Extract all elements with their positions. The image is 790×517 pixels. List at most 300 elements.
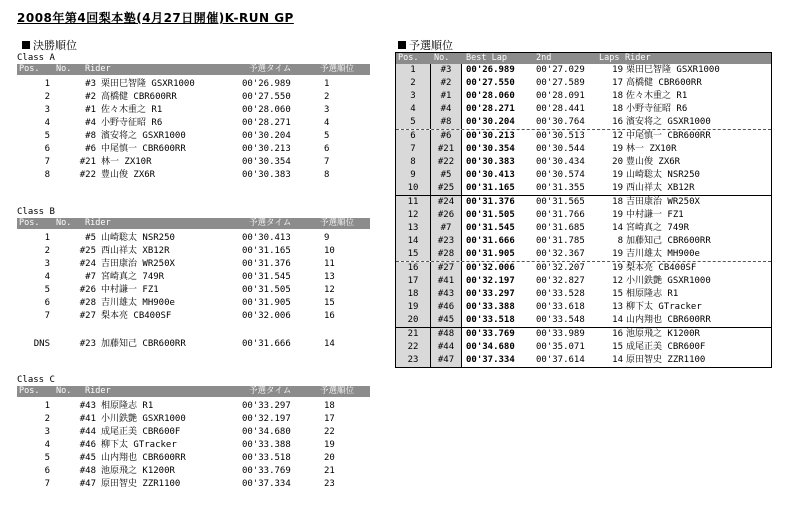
cell-no: #1: [85, 105, 96, 115]
square-bullet-icon: [22, 41, 30, 49]
cell-pos: 17: [396, 275, 431, 288]
cell-second: 00'30.544: [536, 144, 585, 154]
col-best-lap: Best Lap: [466, 53, 507, 63]
cell-rider: 中尾慎一 CBR600RR: [626, 131, 711, 141]
cell-qtime: 00'33.518: [242, 453, 291, 463]
cell-qrank: 6: [324, 144, 330, 154]
cell-pos: 1: [44, 401, 50, 411]
cell-second: 00'31.766: [536, 210, 585, 220]
cell-pos: 3: [44, 105, 50, 115]
cell-second: 00'28.091: [536, 91, 585, 101]
cell-laps: 19: [612, 144, 623, 154]
final-table-row: [17, 130, 370, 143]
col-qtime: 予選タイム: [249, 64, 292, 74]
cell-pos: 4: [44, 272, 50, 282]
cell-no: #41: [431, 275, 462, 288]
final-table-row: [17, 426, 370, 439]
cell-best: 00'30.354: [466, 144, 515, 154]
qualifying-table-row: [396, 103, 771, 116]
cell-second: 00'33.548: [536, 315, 585, 325]
cell-pos: 8: [44, 170, 50, 180]
cell-laps: 19: [612, 210, 623, 220]
cell-second: 00'33.528: [536, 289, 585, 299]
cell-best: 00'31.376: [466, 197, 515, 207]
cell-laps: 19: [612, 249, 623, 259]
col-no: No.: [56, 386, 72, 396]
cell-pos: 13: [396, 222, 431, 235]
cell-rider: 池原飛之 K1200R: [626, 329, 700, 339]
cell-qrank: 8: [324, 170, 330, 180]
col-rider: Rider: [85, 218, 111, 228]
qualifying-table-row: [396, 143, 771, 156]
cell-rider: 柳下太 GTracker: [101, 440, 177, 450]
col-no: No.: [56, 218, 72, 228]
cell-laps: 15: [612, 289, 623, 299]
cell-no: #1: [431, 90, 462, 103]
final-table-header: [17, 64, 370, 75]
final-results-heading: 決勝順位: [22, 37, 77, 53]
cell-rider: 吉田康治 WR250X: [101, 259, 175, 269]
cell-pos: 7: [44, 311, 50, 321]
cell-laps: 14: [612, 315, 623, 325]
cell-best: 00'32.006: [466, 263, 515, 273]
cell-no: #43: [431, 288, 462, 301]
cell-laps: 16: [612, 117, 623, 127]
cell-best: 00'28.271: [466, 104, 515, 114]
page-title: 2008年第4回梨本塾(4月27日開催)K-RUN GP: [17, 11, 294, 25]
cell-rider: 山内翔也 CBR600RR: [626, 315, 711, 325]
cell-pos: 8: [396, 156, 431, 169]
cell-qrank: 23: [324, 479, 335, 489]
cell-laps: 19: [612, 170, 623, 180]
final-table-row: [17, 91, 370, 104]
cell-rider: 池原飛之 K1200R: [101, 466, 175, 476]
cell-laps: 8: [617, 236, 623, 246]
qualifying-table-row: [396, 77, 771, 90]
qualifying-table-row: [396, 116, 771, 129]
cell-pos: 5: [396, 116, 431, 129]
cell-qrank: 20: [324, 453, 335, 463]
cell-laps: 18: [612, 197, 623, 207]
cell-second: 00'27.589: [536, 78, 585, 88]
cell-no: #46: [431, 301, 462, 314]
cell-qrank: 18: [324, 401, 335, 411]
cell-best: 00'31.545: [466, 223, 515, 233]
cell-qrank: 2: [324, 92, 330, 102]
cell-qtime: 00'31.905: [242, 298, 291, 308]
cell-rider: 小川鉄艶 GSXR1000: [101, 414, 186, 424]
cell-qrank: 17: [324, 414, 335, 424]
cell-laps: 14: [612, 223, 623, 233]
cell-rider: 高橋健 CBR600RR: [626, 78, 702, 88]
qualifying-table-row: [396, 129, 771, 143]
final-table-row: [17, 245, 370, 258]
cell-qrank: 21: [324, 466, 335, 476]
cell-pos: 16: [396, 262, 431, 275]
cell-pos: 1: [44, 79, 50, 89]
cell-qtime: 00'31.376: [242, 259, 291, 269]
cell-rider: 山崎聡太 NSR250: [626, 170, 700, 180]
cell-qrank: 1: [324, 79, 330, 89]
cell-pos: 18: [396, 288, 431, 301]
cell-no: #47: [431, 354, 462, 367]
cell-best: 00'33.297: [466, 289, 515, 299]
cell-second: 00'30.574: [536, 170, 585, 180]
cell-pos: 20: [396, 314, 431, 327]
cell-no: #26: [431, 209, 462, 222]
cell-no: #5: [431, 169, 462, 182]
cell-rider: 柳下太 GTracker: [626, 302, 702, 312]
cell-qtime: 00'30.383: [242, 170, 291, 180]
cell-rider: 吉川雄太 MH900e: [626, 249, 700, 259]
cell-qrank: 16: [324, 311, 335, 321]
cell-second: 00'30.434: [536, 157, 585, 167]
cell-pos: 7: [44, 479, 50, 489]
cell-second: 00'35.071: [536, 342, 585, 352]
cell-qtime: 00'32.197: [242, 414, 291, 424]
class-label: Class C: [17, 375, 55, 385]
cell-rider: 栗田巳智隆 GSXR1000: [101, 79, 195, 89]
final-table-row: [17, 78, 370, 91]
qualifying-table-row: [396, 354, 771, 367]
cell-qtime: 00'31.545: [242, 272, 291, 282]
qualifying-table-row: [396, 222, 771, 235]
cell-no: #24: [79, 259, 96, 269]
qualifying-table: [395, 52, 772, 368]
cell-pos: 2: [44, 246, 50, 256]
col-no: No.: [434, 53, 450, 63]
cell-laps: 19: [612, 263, 623, 273]
cell-pos: 15: [396, 248, 431, 261]
cell-qrank: 11: [324, 259, 335, 269]
cell-qrank: 9: [324, 233, 330, 243]
qualifying-table-row: [396, 341, 771, 354]
col-pos: Pos.: [19, 386, 40, 396]
cell-pos: 9: [396, 169, 431, 182]
cell-pos: 10: [396, 182, 431, 195]
cell-rider: 相原隆志 R1: [101, 401, 154, 411]
cell-qtime: 00'34.680: [242, 427, 291, 437]
cell-best: 00'30.383: [466, 157, 515, 167]
cell-pos: 2: [44, 92, 50, 102]
cell-second: 00'32.367: [536, 249, 585, 259]
cell-qrank: 19: [324, 440, 335, 450]
col-rider: Rider: [85, 64, 111, 74]
cell-rider: 梨本亮 CB400SF: [626, 263, 697, 273]
cell-no: #21: [79, 157, 96, 167]
cell-no: #26: [79, 285, 96, 295]
cell-laps: 12: [612, 131, 623, 141]
cell-no: #8: [85, 131, 96, 141]
cell-laps: 14: [612, 355, 623, 365]
cell-no: #3: [431, 64, 462, 77]
cell-qtime: 00'27.550: [242, 92, 291, 102]
cell-no: #28: [79, 298, 96, 308]
final-table-header: [17, 218, 370, 229]
cell-qtime: 00'31.666: [242, 339, 291, 349]
cell-pos: 2: [396, 77, 431, 90]
cell-second: 00'31.355: [536, 183, 585, 193]
cell-no: #48: [431, 328, 462, 341]
final-table-row: [17, 478, 370, 491]
cell-pos: 21: [396, 328, 431, 341]
qualifying-table-row: [396, 90, 771, 103]
cell-pos: 6: [44, 466, 50, 476]
cell-pos: 6: [396, 130, 431, 143]
cell-best: 00'32.197: [466, 276, 515, 286]
cell-laps: 19: [612, 183, 623, 193]
cell-no: #24: [431, 196, 462, 209]
qualifying-table-row: [396, 248, 771, 261]
final-table-row: [17, 169, 370, 182]
cell-rider: 西山祥太 XB12R: [626, 183, 695, 193]
cell-qrank: 14: [324, 339, 335, 349]
cell-best: 00'26.989: [466, 65, 515, 75]
cell-laps: 19: [612, 65, 623, 75]
cell-pos: 3: [396, 90, 431, 103]
cell-qrank: 7: [324, 157, 330, 167]
cell-rider: 豊山俊 ZX6R: [626, 157, 681, 167]
qualifying-table-row: [396, 314, 771, 327]
cell-qtime: 00'33.769: [242, 466, 291, 476]
cell-laps: 12: [612, 276, 623, 286]
cell-no: #48: [79, 466, 96, 476]
cell-qtime: 00'28.060: [242, 105, 291, 115]
cell-second: 00'33.989: [536, 329, 585, 339]
cell-qrank: 5: [324, 131, 330, 141]
final-table-row: [17, 232, 370, 245]
cell-best: 00'33.518: [466, 315, 515, 325]
class-label: Class B: [17, 207, 55, 217]
cell-qrank: 10: [324, 246, 335, 256]
col-rider: Rider: [85, 386, 111, 396]
cell-rider: 相原隆志 R1: [626, 289, 679, 299]
col-pos: Pos.: [19, 218, 40, 228]
cell-qrank: 22: [324, 427, 335, 437]
cell-rider: 小川鉄艶 GSXR1000: [626, 276, 711, 286]
qualifying-table-row: [396, 195, 771, 209]
cell-no: #4: [85, 118, 96, 128]
cell-pos: 23: [396, 354, 431, 367]
col-qrank: 予選順位: [320, 386, 355, 396]
cell-qtime: 00'31.165: [242, 246, 291, 256]
qualifying-table-row: [396, 275, 771, 288]
cell-rider: 佐々木重之 R1: [101, 105, 163, 115]
cell-no: #43: [79, 401, 96, 411]
cell-no: #25: [79, 246, 96, 256]
col-pos: Pos.: [19, 64, 40, 74]
cell-laps: 16: [612, 329, 623, 339]
cell-no: #2: [431, 77, 462, 90]
cell-qtime: 00'30.204: [242, 131, 291, 141]
cell-rider: 梨本亮 CB400SF: [101, 311, 172, 321]
cell-pos: 6: [44, 144, 50, 154]
cell-rider: 成尾正美 CBR600F: [101, 427, 181, 437]
cell-pos: 5: [44, 453, 50, 463]
cell-best: 00'28.060: [466, 91, 515, 101]
cell-rider: 中村謙一 FZ1: [101, 285, 159, 295]
cell-rider: 小野寺征昭 R6: [101, 118, 163, 128]
cell-pos: 3: [44, 427, 50, 437]
cell-second: 00'30.513: [536, 131, 585, 141]
qualifying-table-row: [396, 64, 771, 77]
cell-rider: 西山祥太 XB12R: [101, 246, 170, 256]
cell-pos: 1: [396, 64, 431, 77]
cell-no: #25: [431, 182, 462, 195]
col-qrank: 予選順位: [320, 218, 355, 228]
cell-second: 00'30.764: [536, 117, 585, 127]
qualifying-table-row: [396, 156, 771, 169]
cell-rider: 豊山俊 ZX6R: [101, 170, 156, 180]
cell-pos: 1: [44, 233, 50, 243]
cell-best: 00'31.505: [466, 210, 515, 220]
final-table-row: [17, 452, 370, 465]
cell-second: 00'37.614: [536, 355, 585, 365]
final-table-row: [17, 117, 370, 130]
final-table-row: [17, 284, 370, 297]
final-table-row: [17, 338, 370, 351]
cell-rider: 原田智史 ZZR1100: [626, 355, 706, 365]
class-label: Class A: [17, 53, 55, 63]
cell-laps: 20: [612, 157, 623, 167]
cell-qtime: 00'37.334: [242, 479, 291, 489]
cell-no: #7: [431, 222, 462, 235]
qualifying-table-header: [396, 53, 771, 64]
cell-rider: 佐々木重之 R1: [626, 91, 688, 101]
cell-no: #44: [431, 341, 462, 354]
cell-qtime: 00'30.354: [242, 157, 291, 167]
cell-no: #8: [431, 116, 462, 129]
cell-laps: 18: [612, 104, 623, 114]
cell-second: 00'27.029: [536, 65, 585, 75]
cell-no: #6: [431, 130, 462, 143]
cell-no: #23: [431, 235, 462, 248]
cell-no: #7: [85, 272, 96, 282]
cell-no: #45: [79, 453, 96, 463]
cell-rider: 吉田康治 WR250X: [626, 197, 700, 207]
cell-qtime: 00'28.271: [242, 118, 291, 128]
cell-pos: 7: [44, 157, 50, 167]
col-laps: Laps: [599, 53, 620, 63]
final-table-row: [17, 143, 370, 156]
cell-laps: 17: [612, 78, 623, 88]
cell-no: #4: [431, 103, 462, 116]
qualifying-table-row: [396, 327, 771, 341]
cell-second: 00'32.207: [536, 263, 585, 273]
cell-rider: 加藤知己 CBR600RR: [626, 236, 711, 246]
final-table-row: [17, 104, 370, 117]
cell-qrank: 15: [324, 298, 335, 308]
cell-qrank: 3: [324, 105, 330, 115]
cell-pos: 2: [44, 414, 50, 424]
col-qrank: 予選順位: [320, 64, 355, 74]
qualifying-table-row: [396, 301, 771, 314]
cell-qtime: 00'33.388: [242, 440, 291, 450]
cell-no: #21: [431, 143, 462, 156]
cell-pos: 5: [44, 285, 50, 295]
cell-rider: 宮崎真之 749R: [626, 223, 690, 233]
cell-rider: 栗田巳智隆 GSXR1000: [626, 65, 720, 75]
cell-best: 00'37.334: [466, 355, 515, 365]
cell-no: #23: [79, 339, 96, 349]
cell-rider: 宮崎真之 749R: [101, 272, 165, 282]
cell-no: #22: [431, 156, 462, 169]
cell-laps: 15: [612, 342, 623, 352]
cell-best: 00'31.666: [466, 236, 515, 246]
cell-best: 00'31.165: [466, 183, 515, 193]
final-table-row: [17, 413, 370, 426]
cell-rider: 濱安将之 GSXR1000: [101, 131, 186, 141]
cell-pos: 11: [396, 196, 431, 209]
cell-pos: 7: [396, 143, 431, 156]
cell-pos: 3: [44, 259, 50, 269]
cell-pos: 4: [44, 440, 50, 450]
final-table-row: [17, 310, 370, 323]
cell-no: #22: [79, 170, 96, 180]
qualifying-table-row: [396, 235, 771, 248]
cell-rider: 林一 ZX10R: [626, 144, 677, 154]
qualifying-table-row: [396, 288, 771, 301]
cell-qtime: 00'30.213: [242, 144, 291, 154]
final-table-row: [17, 400, 370, 413]
cell-qrank: 4: [324, 118, 330, 128]
cell-no: #27: [431, 262, 462, 275]
cell-no: #44: [79, 427, 96, 437]
final-table-row: [17, 271, 370, 284]
cell-second: 00'31.685: [536, 223, 585, 233]
cell-best: 00'30.213: [466, 131, 515, 141]
cell-no: #6: [85, 144, 96, 154]
cell-second: 00'31.565: [536, 197, 585, 207]
cell-no: #28: [431, 248, 462, 261]
cell-best: 00'33.769: [466, 329, 515, 339]
cell-rider: 吉川雄太 MH900e: [101, 298, 175, 308]
cell-second: 00'31.785: [536, 236, 585, 246]
cell-no: #45: [431, 314, 462, 327]
square-bullet-icon: [398, 41, 406, 49]
cell-pos: 4: [44, 118, 50, 128]
cell-no: #47: [79, 479, 96, 489]
cell-qtime: 00'31.505: [242, 285, 291, 295]
cell-laps: 13: [612, 302, 623, 312]
cell-rider: 小野寺征昭 R6: [626, 104, 688, 114]
cell-qrank: 12: [324, 285, 335, 295]
cell-best: 00'34.680: [466, 342, 515, 352]
cell-pos: 6: [44, 298, 50, 308]
final-table-row: [17, 439, 370, 452]
cell-no: #2: [85, 92, 96, 102]
final-table-row: [17, 156, 370, 169]
cell-rider: 高橋健 CBR600RR: [101, 92, 177, 102]
cell-no: #41: [79, 414, 96, 424]
cell-pos: 22: [396, 341, 431, 354]
cell-pos: 4: [396, 103, 431, 116]
cell-rider: 濱安将之 GSXR1000: [626, 117, 711, 127]
cell-qrank: 13: [324, 272, 335, 282]
cell-rider: 中尾慎一 CBR600RR: [101, 144, 186, 154]
final-table-row: [17, 297, 370, 310]
cell-qtime: 00'32.006: [242, 311, 291, 321]
cell-rider: 加藤知己 CBR600RR: [101, 339, 186, 349]
cell-no: #5: [85, 233, 96, 243]
col-2nd: 2nd: [536, 53, 552, 63]
cell-no: #46: [79, 440, 96, 450]
cell-pos: DNS: [33, 339, 50, 349]
cell-pos: 14: [396, 235, 431, 248]
cell-second: 00'32.827: [536, 276, 585, 286]
col-pos: Pos.: [398, 53, 419, 63]
cell-qtime: 00'26.989: [242, 79, 291, 89]
